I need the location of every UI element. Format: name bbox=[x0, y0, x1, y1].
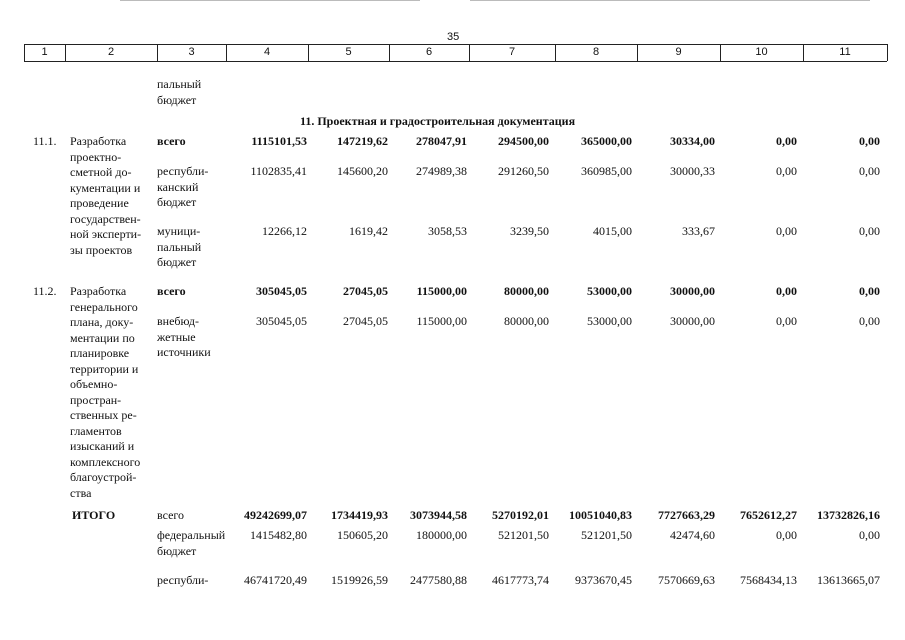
value-cell: 3073944,58 bbox=[410, 508, 467, 522]
header-bottom-border bbox=[24, 61, 887, 62]
value-cell: 30334,00 bbox=[670, 134, 715, 148]
column-header-8: 8 bbox=[592, 46, 600, 58]
source-label: внебюд- жетные источники bbox=[157, 314, 211, 359]
value-cell: 42474,60 bbox=[670, 528, 715, 542]
value-cell: 180000,00 bbox=[416, 528, 467, 542]
column-header-1: 1 bbox=[41, 46, 48, 58]
column-header-6: 6 bbox=[425, 46, 433, 58]
value-cell: 278047,91 bbox=[416, 134, 467, 148]
source-label: всего bbox=[157, 508, 185, 522]
header-divider bbox=[887, 44, 888, 61]
column-header-9: 9 bbox=[675, 46, 682, 58]
value-cell: 30000,00 bbox=[670, 314, 715, 328]
source-label: муници- пальный бюджет bbox=[157, 224, 202, 269]
value-cell: 4015,00 bbox=[593, 224, 632, 238]
scan-edge-line-right bbox=[470, 0, 870, 1]
value-cell: 0,00 bbox=[859, 528, 880, 542]
value-cell: 3058,53 bbox=[428, 224, 467, 238]
value-cell: 0,00 bbox=[776, 224, 797, 238]
total-label: ИТОГО bbox=[72, 508, 116, 522]
source-label: всего bbox=[157, 134, 186, 148]
value-cell: 521201,50 bbox=[498, 528, 549, 542]
source-label: республи- канский бюджет bbox=[157, 164, 209, 209]
value-cell: 46741720,49 bbox=[244, 573, 307, 587]
value-cell: 0,00 bbox=[776, 528, 797, 542]
row-number-11-2: 11.2. bbox=[33, 284, 57, 298]
scan-edge-line-left bbox=[120, 0, 420, 1]
value-cell: 145600,20 bbox=[337, 164, 388, 178]
value-cell: 274989,38 bbox=[416, 164, 467, 178]
value-cell: 1415482,80 bbox=[250, 528, 307, 542]
value-cell: 0,00 bbox=[859, 164, 880, 178]
value-cell: 0,00 bbox=[776, 314, 797, 328]
value-cell: 147219,62 bbox=[337, 134, 388, 148]
value-cell: 0,00 bbox=[776, 164, 797, 178]
value-cell: 115000,00 bbox=[416, 284, 467, 298]
value-cell: 3239,50 bbox=[510, 224, 549, 238]
value-cell: 27045,05 bbox=[343, 284, 388, 298]
value-cell: 0,00 bbox=[859, 284, 880, 298]
column-header-11: 11 bbox=[839, 46, 851, 58]
source-label: всего bbox=[157, 284, 186, 298]
value-cell: 305045,05 bbox=[256, 314, 307, 328]
value-cell: 27045,05 bbox=[343, 314, 388, 328]
value-cell: 12266,12 bbox=[262, 224, 307, 238]
page-number: 35 bbox=[447, 31, 460, 43]
value-cell: 1619,42 bbox=[349, 224, 388, 238]
value-cell: 7568434,13 bbox=[740, 573, 797, 587]
section-title: 11. Проектная и градостроительная документация bbox=[300, 114, 576, 128]
value-cell: 1734419,93 bbox=[331, 508, 388, 522]
row-name-11-2: Разработка генерального плана, доку- ментации по планировке территории и объемно- простран- ственных ре- гламентов изысканий и комплексного благоустрой- ства bbox=[70, 284, 141, 500]
header-top-border bbox=[24, 44, 887, 45]
value-cell: 53000,00 bbox=[587, 284, 632, 298]
value-cell: 80000,00 bbox=[504, 284, 549, 298]
value-cell: 5270192,01 bbox=[492, 508, 549, 522]
value-cell: 305045,05 bbox=[256, 284, 307, 298]
value-cell: 0,00 bbox=[776, 134, 797, 148]
value-cell: 13732826,16 bbox=[817, 508, 880, 522]
value-cell: 0,00 bbox=[859, 314, 880, 328]
row-name-11-1: Разработка проектно- сметной до- кументации и проведение государствен- ной эксперти- зы проектов bbox=[70, 134, 142, 257]
source-label: федеральный бюджет bbox=[157, 528, 226, 558]
value-cell: 0,00 bbox=[859, 134, 880, 148]
row-number-11-1: 11.1. bbox=[33, 134, 57, 148]
column-header-7: 7 bbox=[508, 46, 516, 58]
value-cell: 7570669,63 bbox=[658, 573, 715, 587]
value-cell: 7652612,27 bbox=[740, 508, 797, 522]
column-header-5: 5 bbox=[345, 46, 352, 58]
column-header-2: 2 bbox=[107, 46, 115, 58]
value-cell: 80000,00 bbox=[504, 314, 549, 328]
value-cell: 365000,00 bbox=[581, 134, 632, 148]
value-cell: 53000,00 bbox=[587, 314, 632, 328]
value-cell: 4617773,74 bbox=[492, 573, 549, 587]
value-cell: 360985,00 bbox=[581, 164, 632, 178]
value-cell: 294500,00 bbox=[498, 134, 549, 148]
value-cell: 115000,00 bbox=[416, 314, 467, 328]
value-cell: 2477580,88 bbox=[410, 573, 467, 587]
value-cell: 1519926,59 bbox=[331, 573, 388, 587]
value-cell: 1115101,53 bbox=[251, 134, 307, 148]
value-cell: 30000,00 bbox=[670, 284, 715, 298]
value-cell: 10051040,83 bbox=[569, 508, 632, 522]
value-cell: 30000,33 bbox=[670, 164, 715, 178]
value-cell: 49242699,07 bbox=[244, 508, 307, 522]
value-cell: 150605,20 bbox=[337, 528, 388, 542]
column-header-3: 3 bbox=[188, 46, 195, 58]
value-cell: 521201,50 bbox=[581, 528, 632, 542]
source-label: республи- bbox=[157, 573, 209, 587]
value-cell: 0,00 bbox=[859, 224, 880, 238]
column-header-10: 10 bbox=[755, 46, 768, 58]
column-header-4: 4 bbox=[263, 46, 271, 58]
value-cell: 1102835,41 bbox=[250, 164, 307, 178]
value-cell: 9373670,45 bbox=[575, 573, 632, 587]
value-cell: 333,67 bbox=[682, 224, 715, 238]
value-cell: 13613665,07 bbox=[817, 573, 880, 587]
continued-source-label: пальный бюджет bbox=[157, 77, 202, 107]
value-cell: 7727663,29 bbox=[658, 508, 715, 522]
value-cell: 0,00 bbox=[776, 284, 797, 298]
value-cell: 291260,50 bbox=[498, 164, 549, 178]
